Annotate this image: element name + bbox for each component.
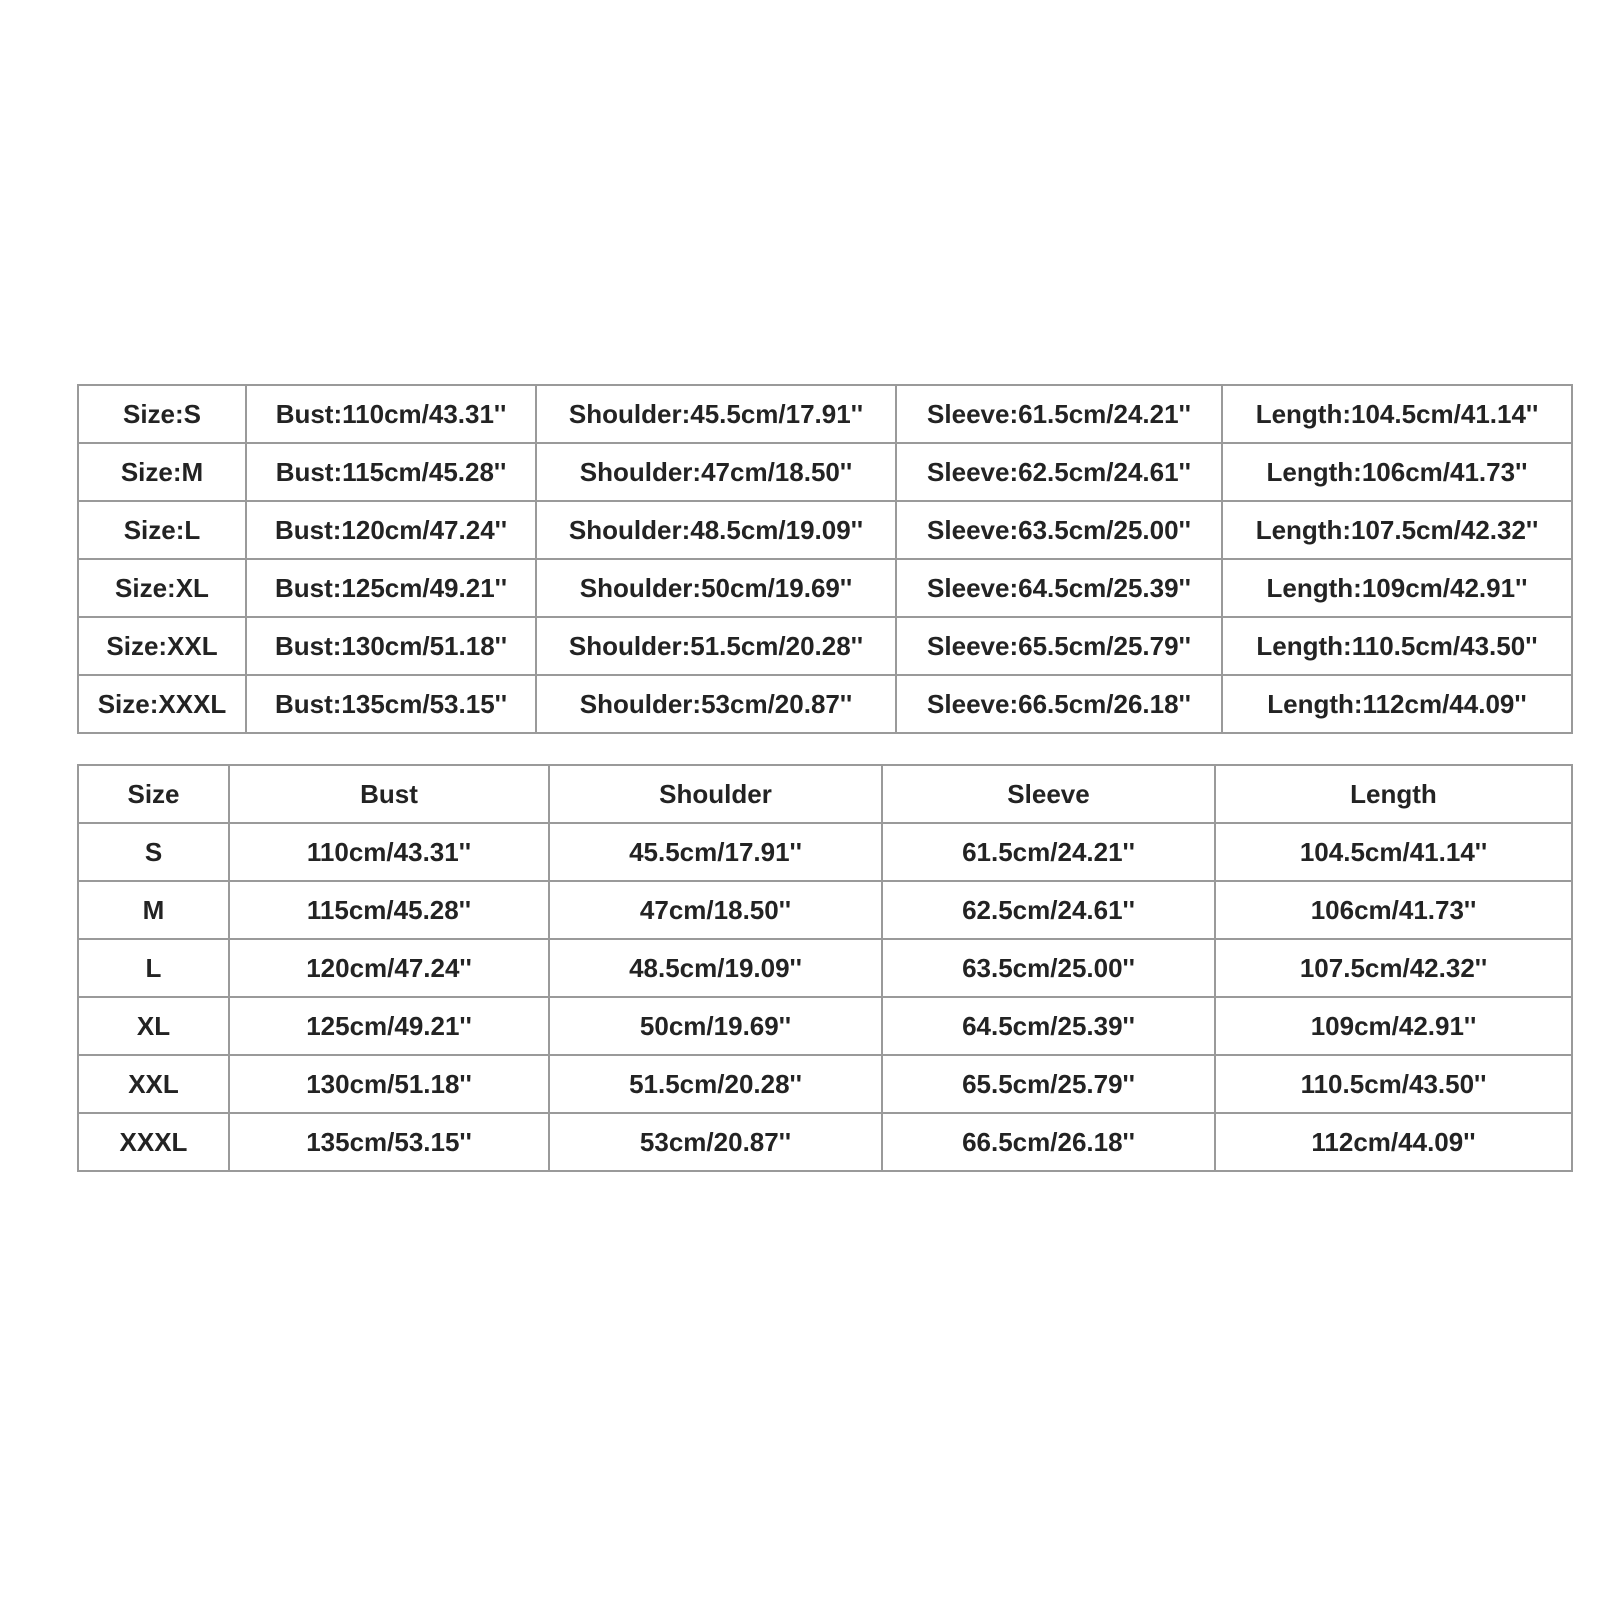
header-bust: Bust <box>229 765 549 823</box>
sleeve-cell: Sleeve:63.5cm/25.00'' <box>896 501 1222 559</box>
size-cell: Size:XXXL <box>78 675 246 733</box>
size-cell: Size:XXL <box>78 617 246 675</box>
size-cell: Size:M <box>78 443 246 501</box>
size-cell: XXL <box>78 1055 229 1113</box>
bust-cell: Bust:110cm/43.31'' <box>246 385 536 443</box>
table-row <box>78 1113 1572 1171</box>
length-cell: Length:110.5cm/43.50'' <box>1222 617 1572 675</box>
header-length: Length <box>1215 765 1572 823</box>
sleeve-cell: Sleeve:61.5cm/24.21'' <box>896 385 1222 443</box>
sleeve-cell: 63.5cm/25.00'' <box>882 939 1215 997</box>
table-row <box>78 1055 1572 1113</box>
shoulder-cell: Shoulder:47cm/18.50'' <box>536 443 896 501</box>
sleeve-cell: 66.5cm/26.18'' <box>882 1113 1215 1171</box>
shoulder-cell: 50cm/19.69'' <box>549 997 882 1055</box>
shoulder-cell: Shoulder:53cm/20.87'' <box>536 675 896 733</box>
size-cell: Size:XL <box>78 559 246 617</box>
sleeve-cell: Sleeve:66.5cm/26.18'' <box>896 675 1222 733</box>
table-row <box>78 881 1572 939</box>
bust-cell: 110cm/43.31'' <box>229 823 549 881</box>
bust-cell: 130cm/51.18'' <box>229 1055 549 1113</box>
shoulder-cell: 45.5cm/17.91'' <box>549 823 882 881</box>
bust-cell: 115cm/45.28'' <box>229 881 549 939</box>
length-cell: Length:109cm/42.91'' <box>1222 559 1572 617</box>
bust-cell: 135cm/53.15'' <box>229 1113 549 1171</box>
length-cell: Length:106cm/41.73'' <box>1222 443 1572 501</box>
bust-cell: Bust:125cm/49.21'' <box>246 559 536 617</box>
shoulder-cell: 53cm/20.87'' <box>549 1113 882 1171</box>
sleeve-cell: Sleeve:65.5cm/25.79'' <box>896 617 1222 675</box>
table-row <box>78 675 1572 733</box>
length-cell: Length:104.5cm/41.14'' <box>1222 385 1572 443</box>
size-cell: XXXL <box>78 1113 229 1171</box>
table-row <box>78 617 1572 675</box>
bust-cell: 125cm/49.21'' <box>229 997 549 1055</box>
length-cell: Length:112cm/44.09'' <box>1222 675 1572 733</box>
size-cell: XL <box>78 997 229 1055</box>
table-row <box>78 939 1572 997</box>
size-cell: L <box>78 939 229 997</box>
sleeve-cell: Sleeve:64.5cm/25.39'' <box>896 559 1222 617</box>
table-row <box>78 385 1572 443</box>
bust-cell: Bust:115cm/45.28'' <box>246 443 536 501</box>
length-cell: 107.5cm/42.32'' <box>1215 939 1572 997</box>
bust-cell: Bust:130cm/51.18'' <box>246 617 536 675</box>
sleeve-cell: 64.5cm/25.39'' <box>882 997 1215 1055</box>
shoulder-cell: Shoulder:50cm/19.69'' <box>536 559 896 617</box>
header-size: Size <box>78 765 229 823</box>
size-cell: M <box>78 881 229 939</box>
sleeve-cell: 65.5cm/25.79'' <box>882 1055 1215 1113</box>
sleeve-cell: 62.5cm/24.61'' <box>882 881 1215 939</box>
table-row <box>78 997 1572 1055</box>
sleeve-cell: 61.5cm/24.21'' <box>882 823 1215 881</box>
size-cell: Size:L <box>78 501 246 559</box>
size-cell: S <box>78 823 229 881</box>
size-chart-labeled-table <box>77 384 1573 734</box>
size-chart-column-table <box>77 764 1573 1172</box>
shoulder-cell: Shoulder:48.5cm/19.09'' <box>536 501 896 559</box>
table-row <box>78 823 1572 881</box>
bust-cell: 120cm/47.24'' <box>229 939 549 997</box>
size-cell: Size:S <box>78 385 246 443</box>
table-row <box>78 501 1572 559</box>
shoulder-cell: Shoulder:51.5cm/20.28'' <box>536 617 896 675</box>
table-row <box>78 559 1572 617</box>
sleeve-cell: Sleeve:62.5cm/24.61'' <box>896 443 1222 501</box>
bust-cell: Bust:120cm/47.24'' <box>246 501 536 559</box>
header-sleeve: Sleeve <box>882 765 1215 823</box>
shoulder-cell: Shoulder:45.5cm/17.91'' <box>536 385 896 443</box>
shoulder-cell: 47cm/18.50'' <box>549 881 882 939</box>
shoulder-cell: 51.5cm/20.28'' <box>549 1055 882 1113</box>
length-cell: 110.5cm/43.50'' <box>1215 1055 1572 1113</box>
table-row <box>78 443 1572 501</box>
length-cell: 106cm/41.73'' <box>1215 881 1572 939</box>
header-shoulder: Shoulder <box>549 765 882 823</box>
length-cell: 109cm/42.91'' <box>1215 997 1572 1055</box>
length-cell: Length:107.5cm/42.32'' <box>1222 501 1572 559</box>
bust-cell: Bust:135cm/53.15'' <box>246 675 536 733</box>
length-cell: 104.5cm/41.14'' <box>1215 823 1572 881</box>
table-header-row <box>78 765 1572 823</box>
shoulder-cell: 48.5cm/19.09'' <box>549 939 882 997</box>
length-cell: 112cm/44.09'' <box>1215 1113 1572 1171</box>
